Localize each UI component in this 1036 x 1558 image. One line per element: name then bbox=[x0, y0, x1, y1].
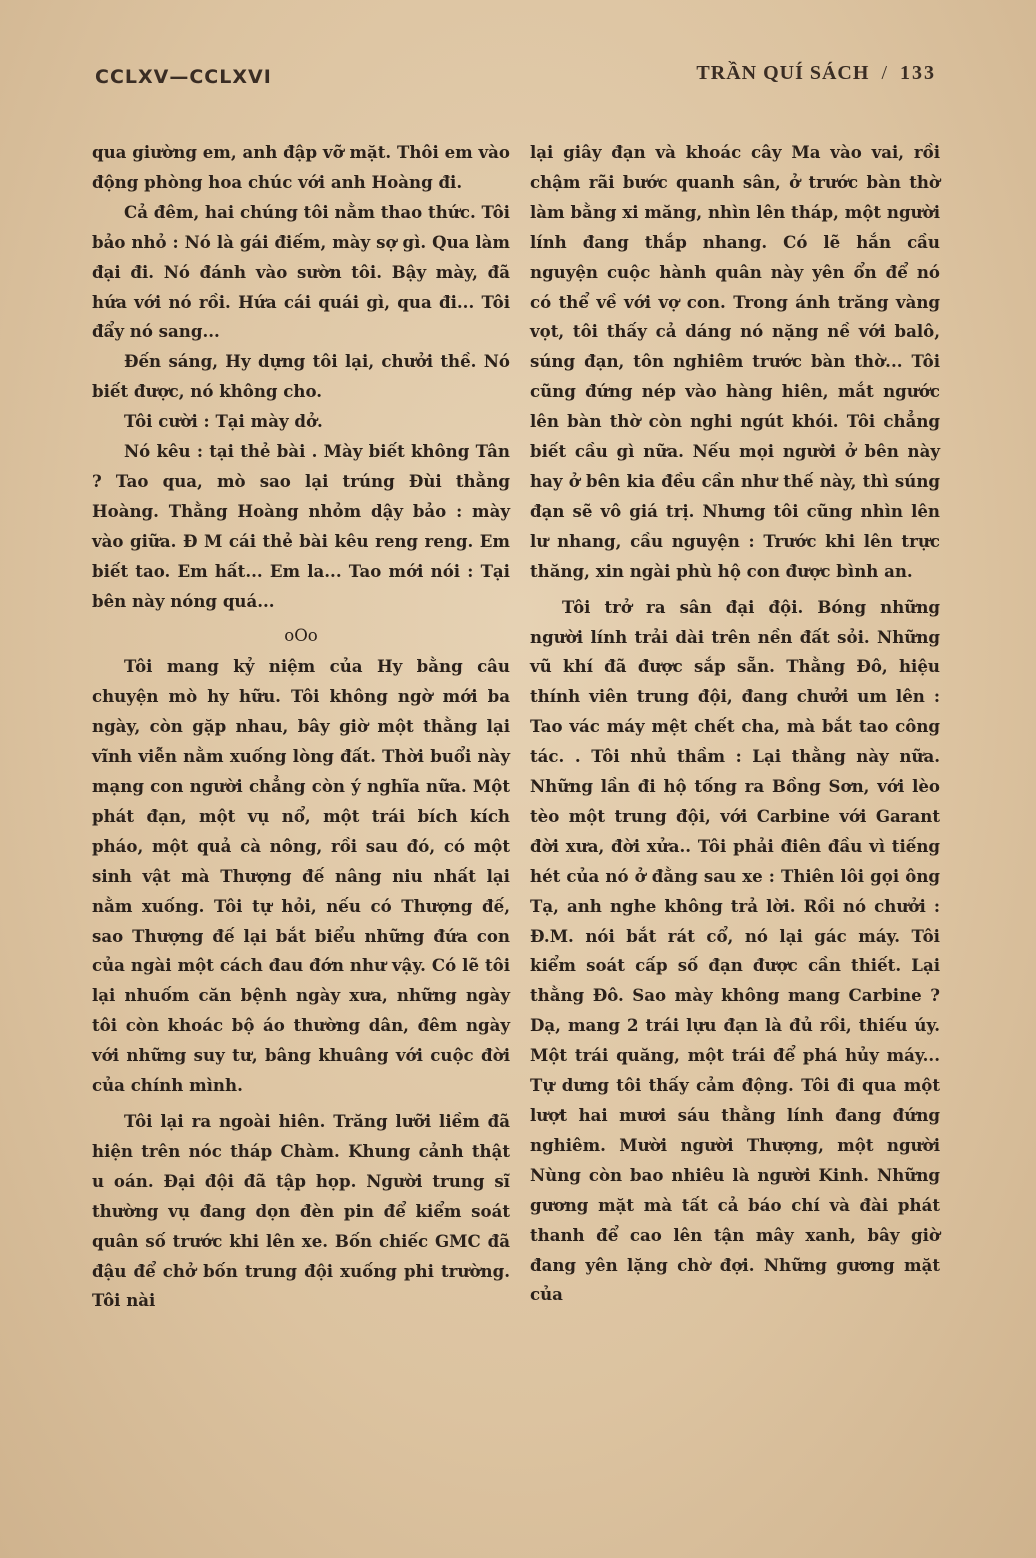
author-and-page bbox=[696, 62, 936, 85]
paragraph: Tôi trở ra sân đại đội. Bóng những người lính trải dài trên nền đất sỏi. Những vũ khí đã được sắp sẵn. Thằng Đô, hiệu thính viên trung đội, đang chưởi um lên : Tao vác máy mệt chết cha, mà bắt tao công tác. . Tôi nhủ thầm : Lại thằng này nữa. Những lần đi hộ tống ra Bồng Sơn, với lèo tèo một trung đội, với Carbine với Garant đời xưa, đời xửa.. Tôi phải điên đầu vì tiếng hét của nó ở đằng sau xe : Thiên lôi gọi ông Tạ, anh nghe không trả lời. Rồi nó chưởi : Đ.M. nói bắt rát cổ, nó lại gác máy. Tôi kiểm soát cấp số đạn được cần thiết. Lại thằng Đô. Sao mày không mang Carbine ? Dạ, mang 2 trái lựu đạn là đủ rồi, thiếu úy. Một trái quăng, một trái để phá hủy máy... Tự dưng tôi thấy cảm động. Tôi đi qua một lượt hai mươi sáu thằng lính đang đứng nghiêm. Mười người Thượng, một người Nùng còn bao nhiêu là người Kinh. Những gương mặt mà tất cả báo chí và đài phát thanh để cao lên tận mây xanh, bây giờ đang yên lặng chờ đợi. Những gương mặt của bbox=[530, 596, 940, 1305]
running-header bbox=[95, 60, 936, 94]
paragraph: qua giường em, anh đập vỡ mặt. Thôi em vào động phòng hoa chúc với anh Hoàng đi. bbox=[92, 142, 510, 192]
right-column bbox=[530, 138, 940, 1310]
paragraph: lại giây đạn và khoác cây Ma vào vai, rồi chậm rãi bước quanh sân, ở trước bàn thờ làm bằng xi măng, nhìn lên tháp, một người lính đang thắp nhang. Có lẽ hắn cầu nguyện cuộc hành quân này yên ổn để nó có thể về với vợ con. Trong ánh trăng vàng vọt, tôi thấy cả dáng nó nặng nề với balô, súng đạn, tôn nghiêm trước bàn thờ... Tôi cũng đứng nép vào hàng hiên, mắt ngước lên bàn thờ còn nghi ngút khói. Tôi chẳng biết cầu gì nữa. Nếu mọi người ở bên này hay ở bên kia đều cần như thế này, thì súng đạn sẽ vô giá trị. Nhưng tôi cũng nhìn lên lư nhang, cầu nguyện : Trước khi lên trực thăng, xin ngài phù hộ con được bình an. bbox=[530, 142, 940, 581]
left-column bbox=[92, 138, 510, 1316]
paragraph: Tôi mang kỷ niệm của Hy bằng câu chuyện mò hy hữu. Tôi không ngờ mới ba ngày, còn gặp nhau, bây giờ một thằng lại vĩnh viễn nằm xuống lòng đất. Thời buổi này mạng con người chẳng còn ý nghĩa nữa. Một phát đạn, một vụ nổ, một trái bích kích pháo, một quả cà nông, rồi sau đó, có một sinh vật mà Thượng đế nâng niu nhất lại nằm xuống. Tôi tự hỏi, nếu có Thượng đế, sao Thượng đế lại bắt biểu những đứa con của ngài một cách đau đớn như vậy. Có lẽ tôi lại nhuốm căn bệnh ngày xưa, những ngày tôi còn khoác bộ áo thường dân, đêm ngày với những suy tư, bâng khuâng với cuộc đời của chính mình. bbox=[92, 656, 510, 1096]
page-number: 133 bbox=[900, 62, 936, 84]
paragraph: Tôi cười : Tại mày dở. bbox=[124, 411, 323, 432]
paragraph: Cả đêm, hai chúng tôi nằm thao thức. Tôi bảo nhỏ : Nó là gái điếm, mày sợ gì. Qua làm đại đi. Nó đánh vào sườn tôi. Bậy mày, đã hứa với nó rồi. Hứa cái quái gì, qua đi... Tôi đẩy nó sang... bbox=[92, 201, 510, 342]
paragraph: Nó kêu : tại thẻ bài . Mày biết không Tân ? Tao qua, mò sao lại trúng Đùi thằng Hoàng. Thằng Hoàng nhỏm dậy bảo : mày vào giữa. Đ M cái thẻ bài kêu reng reng. Em biết tao. Em hất... Em la... Tao mới nói : Tại bên này nóng quá... bbox=[92, 441, 510, 611]
author-name: TRẦN QUÍ SÁCH bbox=[696, 62, 870, 84]
header-separator: / bbox=[881, 62, 888, 84]
paragraph: Tôi lại ra ngoài hiên. Trăng lưỡi liềm đã hiện trên nóc tháp Chàm. Khung cảnh thật u oán. Đại đội đã tập họp. Người trung sĩ thường vụ đang dọn đèn pin để kiểm soát quân số trước khi lên xe. Bốn chiếc GMC đã đậu để chở bốn trung đội xuống phi trường. Tôi nài bbox=[92, 1111, 510, 1311]
paragraph: Đến sáng, Hy dựng tôi lại, chưởi thề. Nó biết được, nó không cho. bbox=[92, 351, 510, 402]
section-divider: oOo bbox=[284, 625, 318, 645]
chapter-numerals: CCLXV—CCLXVI bbox=[95, 66, 272, 88]
